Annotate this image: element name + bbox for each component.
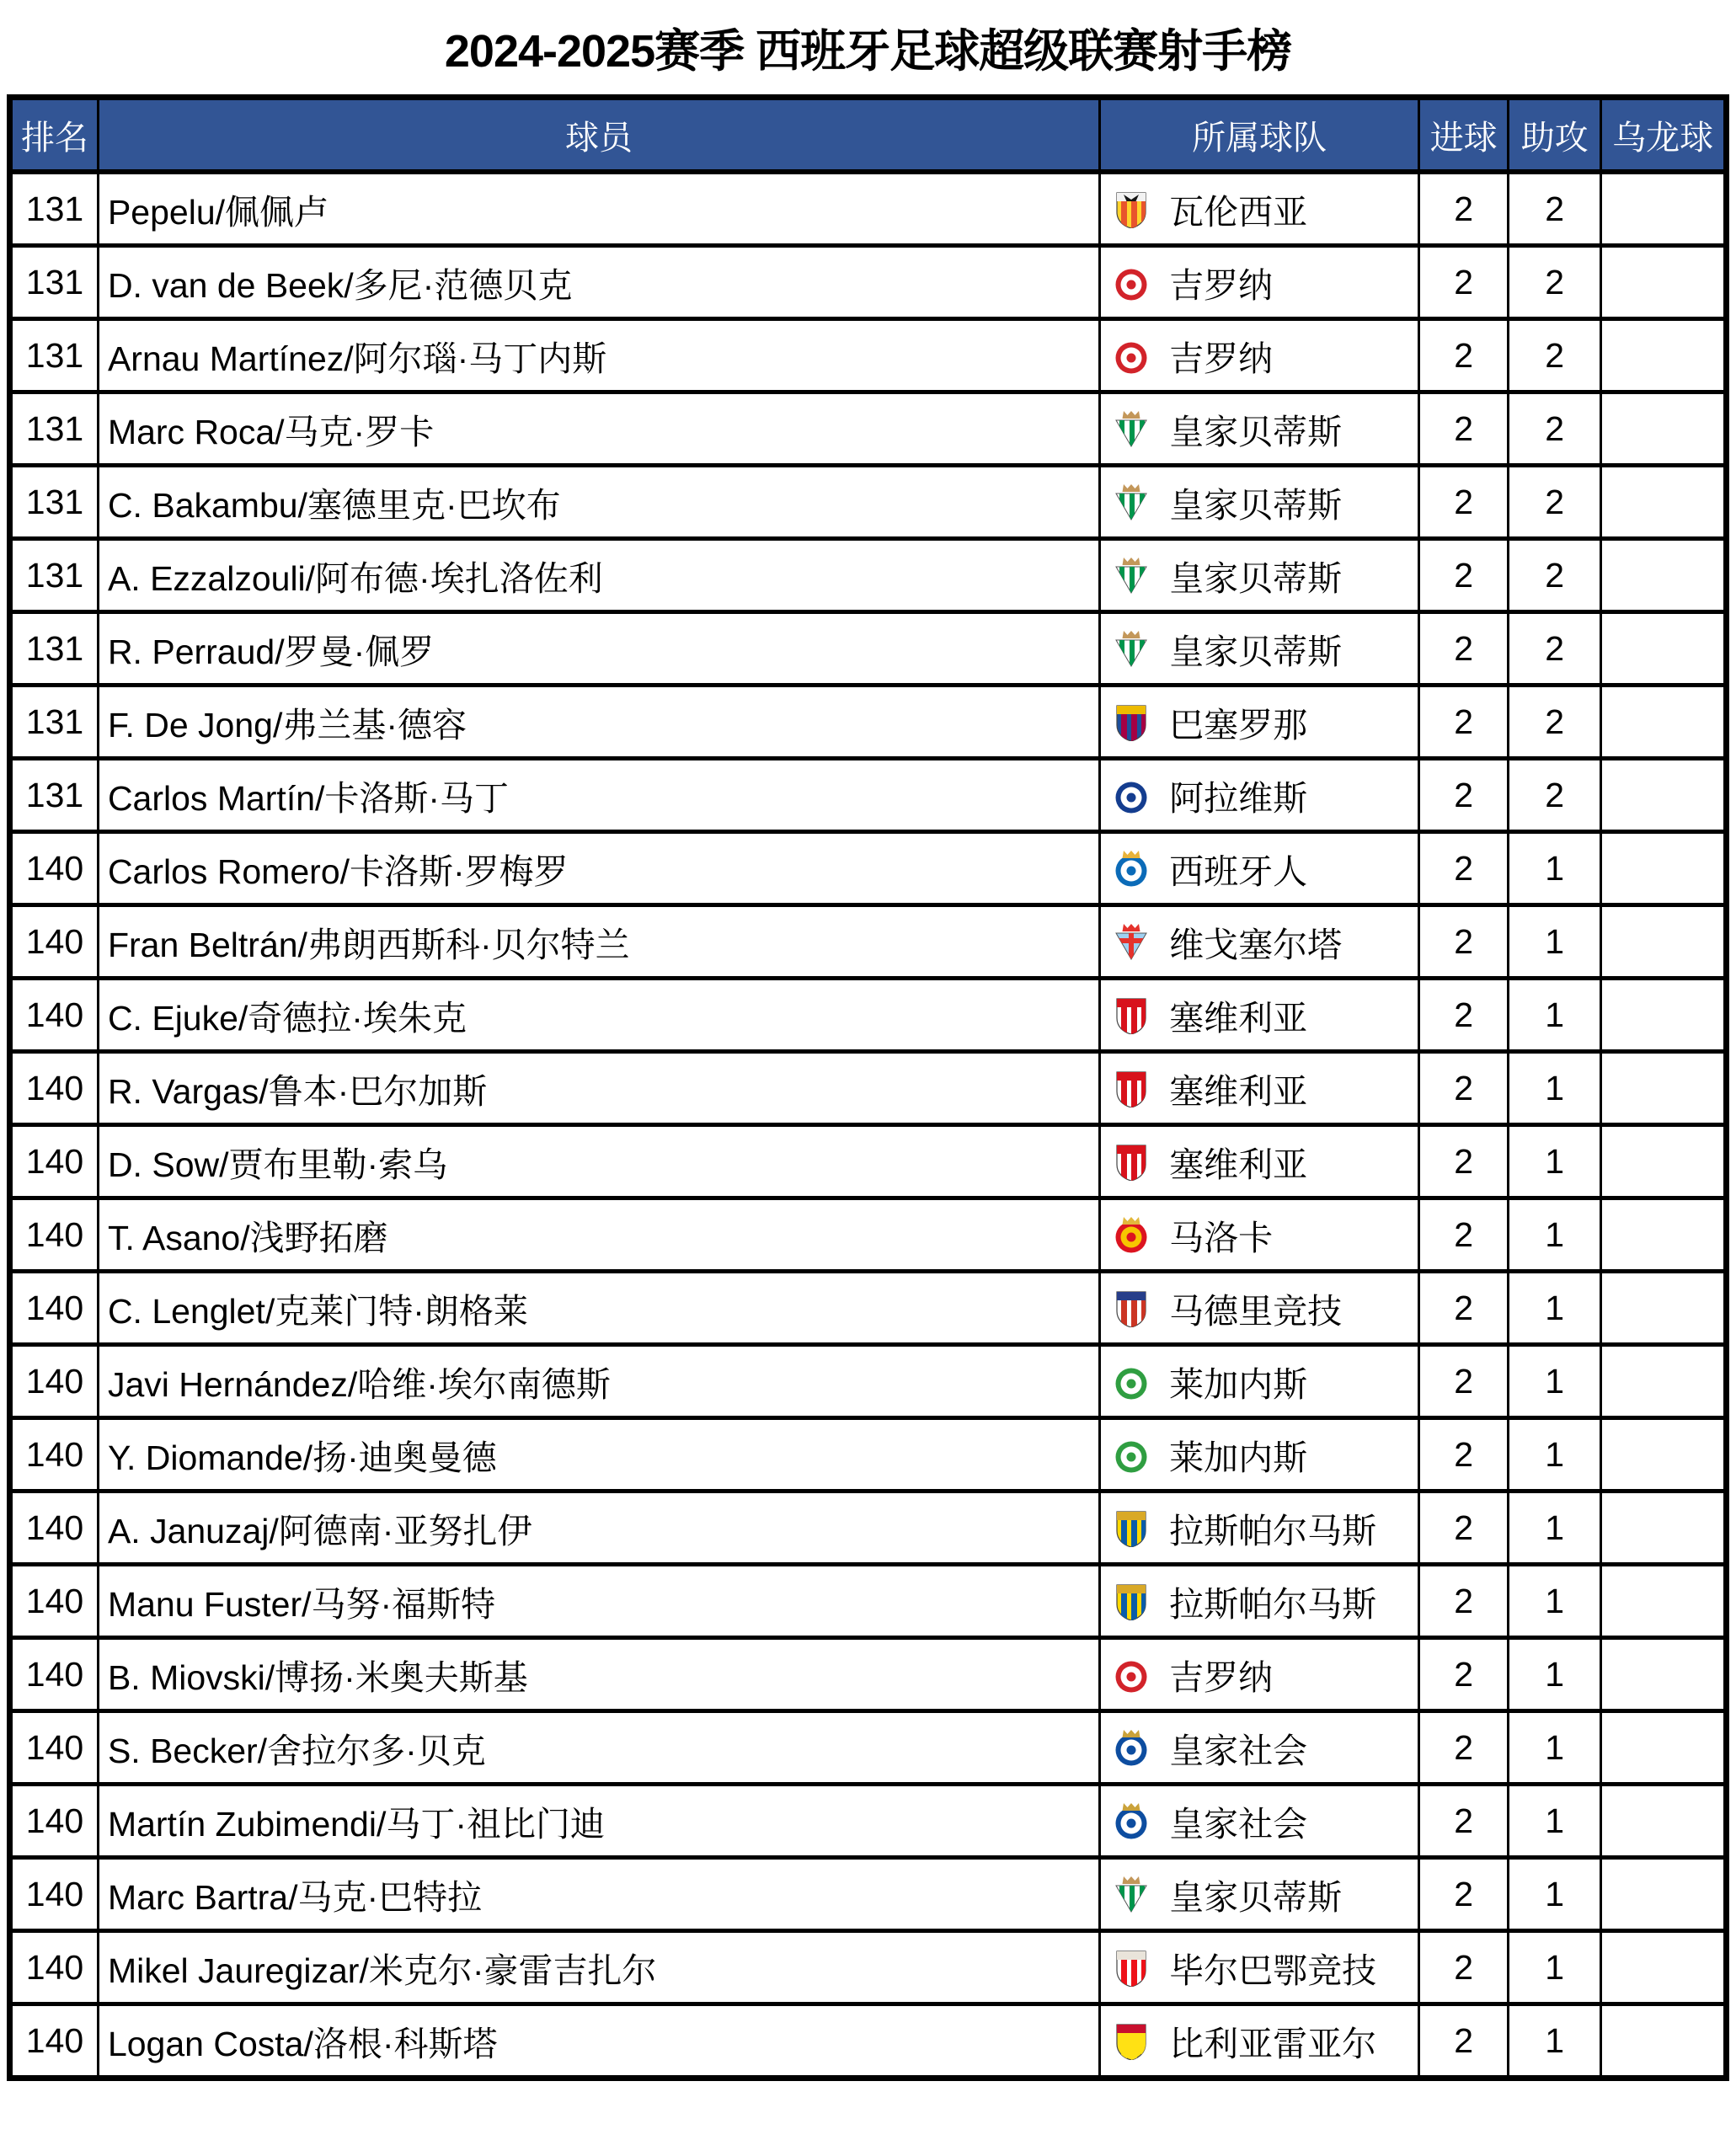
rank-cell: 131 (10, 392, 99, 466)
laspalmas-crest-icon (1112, 1582, 1151, 1620)
header-row (10, 98, 1727, 173)
team-cell (1100, 1711, 1419, 1785)
own-goals-cell (1601, 905, 1727, 979)
assists-cell: 1 (1509, 1198, 1601, 1272)
team-cell (1100, 1492, 1419, 1565)
goals-cell: 2 (1419, 246, 1509, 319)
rank-cell: 131 (10, 612, 99, 686)
team-name: 莱加内斯 (1169, 1364, 1308, 1404)
goals-cell: 2 (1419, 172, 1509, 246)
scorers-table (7, 94, 1729, 2081)
table-row (10, 1785, 1727, 1858)
goals-cell: 2 (1419, 612, 1509, 686)
assists-cell: 2 (1509, 612, 1601, 686)
assists-cell: 1 (1509, 1711, 1601, 1785)
player-cell: F. De Jong/弗兰基·德容 (98, 686, 1099, 759)
goals-cell: 2 (1419, 1565, 1509, 1638)
team-cell (1100, 832, 1419, 905)
table-row (10, 246, 1727, 319)
table-row (10, 1638, 1727, 1711)
player-cell: D. van de Beek/多尼·范德贝克 (98, 246, 1099, 319)
team-name: 马德里竞技 (1169, 1291, 1343, 1331)
table-row (10, 1272, 1727, 1345)
team (1102, 624, 1417, 674)
alaves-crest-icon (1112, 776, 1151, 814)
rank-cell: 140 (10, 1858, 99, 1931)
table-row (10, 979, 1727, 1052)
sevilla-crest-icon (1112, 995, 1151, 1034)
team (1102, 1137, 1417, 1187)
rank-cell: 131 (10, 759, 99, 832)
barcelona-crest-icon (1112, 702, 1151, 741)
leganes-crest-icon (1112, 1362, 1151, 1401)
team-cell (1100, 1931, 1419, 2004)
team-name: 吉罗纳 (1169, 339, 1274, 378)
player-cell: Marc Roca/马克·罗卡 (98, 392, 1099, 466)
team (1102, 771, 1417, 820)
sevilla-crest-icon (1112, 1069, 1151, 1107)
rank-cell: 131 (10, 539, 99, 612)
team (1102, 1650, 1417, 1700)
goals-cell: 2 (1419, 979, 1509, 1052)
team-cell (1100, 612, 1419, 686)
team-cell (1100, 686, 1419, 759)
goals-cell: 2 (1419, 1858, 1509, 1931)
team-name: 阿拉维斯 (1169, 778, 1308, 818)
team-name: 瓦伦西亚 (1169, 192, 1308, 232)
rank-cell: 140 (10, 1345, 99, 1418)
rank-cell: 131 (10, 466, 99, 539)
team-name: 皇家贝蒂斯 (1169, 485, 1343, 525)
goals-cell: 2 (1419, 1638, 1509, 1711)
team (1102, 1357, 1417, 1406)
sevilla-crest-icon (1112, 1142, 1151, 1181)
table-row (10, 1711, 1727, 1785)
player-cell: R. Vargas/鲁本·巴尔加斯 (98, 1052, 1099, 1125)
assists-cell: 2 (1509, 392, 1601, 466)
rank-cell: 140 (10, 1785, 99, 1858)
goals-cell: 2 (1419, 1418, 1509, 1492)
assists-cell: 1 (1509, 2004, 1601, 2079)
betis-crest-icon (1112, 629, 1151, 668)
team-name: 皇家社会 (1169, 1731, 1308, 1770)
player-cell: B. Miovski/博扬·米奥夫斯基 (98, 1638, 1099, 1711)
team (1102, 990, 1417, 1040)
team-cell (1100, 2004, 1419, 2079)
own-goals-cell (1601, 1858, 1727, 1931)
table-row (10, 686, 1727, 759)
celta-crest-icon (1112, 922, 1151, 961)
rank-cell: 140 (10, 1125, 99, 1198)
team-cell (1100, 392, 1419, 466)
rank-cell: 140 (10, 1418, 99, 1492)
goals-cell: 2 (1419, 319, 1509, 392)
team-cell (1100, 1785, 1419, 1858)
team-cell (1100, 905, 1419, 979)
player-cell: Carlos Martín/卡洛斯·马丁 (98, 759, 1099, 832)
goals-cell: 2 (1419, 392, 1509, 466)
goals-cell: 2 (1419, 905, 1509, 979)
rank-cell: 140 (10, 1931, 99, 2004)
col-header-own_goals: 乌龙球 (1601, 98, 1727, 173)
team-cell (1100, 979, 1419, 1052)
team-name: 塞维利亚 (1169, 1071, 1308, 1111)
own-goals-cell (1601, 1272, 1727, 1345)
rank-cell: 131 (10, 686, 99, 759)
rank-cell: 140 (10, 979, 99, 1052)
assists-cell: 1 (1509, 1638, 1601, 1711)
goals-cell: 2 (1419, 1785, 1509, 1858)
team-cell (1100, 539, 1419, 612)
team-cell (1100, 1345, 1419, 1418)
own-goals-cell (1601, 686, 1727, 759)
team-name: 吉罗纳 (1169, 265, 1274, 305)
assists-cell: 1 (1509, 979, 1601, 1052)
own-goals-cell (1601, 466, 1727, 539)
team-cell (1100, 1858, 1419, 1931)
goals-cell: 2 (1419, 759, 1509, 832)
col-header-assists: 助攻 (1509, 98, 1601, 173)
player-cell: R. Perraud/罗曼·佩罗 (98, 612, 1099, 686)
goals-cell: 2 (1419, 686, 1509, 759)
rank-cell: 140 (10, 1272, 99, 1345)
player-cell: Logan Costa/洛根·科斯塔 (98, 2004, 1099, 2079)
goals-cell: 2 (1419, 1492, 1509, 1565)
player-cell: Martín Zubimendi/马丁·祖比门迪 (98, 1785, 1099, 1858)
assists-cell: 1 (1509, 832, 1601, 905)
leganes-crest-icon (1112, 1435, 1151, 1474)
rank-cell: 140 (10, 1638, 99, 1711)
rank-cell: 140 (10, 1492, 99, 1565)
betis-crest-icon (1112, 556, 1151, 595)
goals-cell: 2 (1419, 466, 1509, 539)
own-goals-cell (1601, 1125, 1727, 1198)
table-row (10, 1418, 1727, 1492)
team-cell (1100, 319, 1419, 392)
espanyol-crest-icon (1112, 849, 1151, 888)
team-name: 拉斯帕尔马斯 (1169, 1511, 1377, 1550)
own-goals-cell (1601, 2004, 1727, 2079)
team (1102, 917, 1417, 967)
assists-cell: 1 (1509, 1345, 1601, 1418)
own-goals-cell (1601, 392, 1727, 466)
table-header (10, 98, 1727, 173)
team-name: 吉罗纳 (1169, 1657, 1274, 1697)
col-header-player: 球员 (98, 98, 1099, 173)
table-row (10, 759, 1727, 832)
team (1102, 1430, 1417, 1480)
betis-crest-icon (1112, 409, 1151, 448)
rank-cell: 131 (10, 319, 99, 392)
team-name: 皇家贝蒂斯 (1169, 632, 1343, 671)
team (1102, 258, 1417, 307)
table-row (10, 539, 1727, 612)
team-cell (1100, 1052, 1419, 1125)
team (1102, 1943, 1417, 1993)
rank-cell: 140 (10, 832, 99, 905)
rank-cell: 140 (10, 1052, 99, 1125)
goals-cell: 2 (1419, 1345, 1509, 1418)
goals-cell: 2 (1419, 1198, 1509, 1272)
table-row (10, 905, 1727, 979)
table-row (10, 1125, 1727, 1198)
team-name: 巴塞罗那 (1169, 705, 1308, 744)
team-cell (1100, 466, 1419, 539)
assists-cell: 1 (1509, 1492, 1601, 1565)
mallorca-crest-icon (1112, 1215, 1151, 1254)
table-row (10, 1198, 1727, 1272)
player-cell: T. Asano/浅野拓磨 (98, 1198, 1099, 1272)
team (1102, 844, 1417, 894)
team-cell (1100, 1198, 1419, 1272)
player-cell: D. Sow/贾布里勒·索乌 (98, 1125, 1099, 1198)
goals-cell: 2 (1419, 2004, 1509, 2079)
team-name: 皇家贝蒂斯 (1169, 558, 1343, 598)
team-cell (1100, 759, 1419, 832)
assists-cell: 1 (1509, 1931, 1601, 2004)
villarreal-crest-icon (1112, 2021, 1151, 2060)
sociedad-crest-icon (1112, 1728, 1151, 1767)
goals-cell: 2 (1419, 832, 1509, 905)
own-goals-cell (1601, 1638, 1727, 1711)
goals-cell: 2 (1419, 1125, 1509, 1198)
laspalmas-crest-icon (1112, 1508, 1151, 1547)
rank-cell: 140 (10, 1565, 99, 1638)
assists-cell: 1 (1509, 1418, 1601, 1492)
team-name: 莱加内斯 (1169, 1438, 1308, 1477)
assists-cell: 2 (1509, 539, 1601, 612)
valencia-crest-icon (1112, 189, 1151, 228)
goals-cell: 2 (1419, 1931, 1509, 2004)
player-cell: Arnau Martínez/阿尔瑙·马丁内斯 (98, 319, 1099, 392)
col-header-team: 所属球队 (1100, 98, 1419, 173)
own-goals-cell (1601, 759, 1727, 832)
player-cell: Pepelu/佩佩卢 (98, 172, 1099, 246)
assists-cell: 1 (1509, 1052, 1601, 1125)
player-cell: Javi Hernández/哈维·埃尔南德斯 (98, 1345, 1099, 1418)
team-name: 维戈塞尔塔 (1169, 925, 1343, 964)
goals-cell: 2 (1419, 1052, 1509, 1125)
player-cell: A. Januzaj/阿德南·亚努扎伊 (98, 1492, 1099, 1565)
table-row (10, 1492, 1727, 1565)
col-header-rank: 排名 (10, 98, 99, 173)
rank-cell: 140 (10, 905, 99, 979)
goals-cell: 2 (1419, 539, 1509, 612)
team (1102, 404, 1417, 454)
team (1102, 1723, 1417, 1773)
assists-cell: 2 (1509, 172, 1601, 246)
table-row (10, 2004, 1727, 2079)
player-cell: Manu Fuster/马努·福斯特 (98, 1565, 1099, 1638)
table-row (10, 319, 1727, 392)
table-row (10, 832, 1727, 905)
player-cell: Carlos Romero/卡洛斯·罗梅罗 (98, 832, 1099, 905)
player-cell: A. Ezzalzouli/阿布德·埃扎洛佐利 (98, 539, 1099, 612)
betis-crest-icon (1112, 483, 1151, 521)
own-goals-cell (1601, 1785, 1727, 1858)
own-goals-cell (1601, 832, 1727, 905)
player-cell: Y. Diomande/扬·迪奥曼德 (98, 1418, 1099, 1492)
own-goals-cell (1601, 1931, 1727, 2004)
rank-cell: 140 (10, 1198, 99, 1272)
table-row (10, 1565, 1727, 1638)
own-goals-cell (1601, 1345, 1727, 1418)
athletic-crest-icon (1112, 1948, 1151, 1987)
table-row (10, 172, 1727, 246)
team (1102, 1796, 1417, 1846)
team (1102, 1577, 1417, 1626)
own-goals-cell (1601, 1565, 1727, 1638)
rank-cell: 131 (10, 246, 99, 319)
team-name: 毕尔巴鄂竞技 (1169, 1951, 1377, 1990)
own-goals-cell (1601, 1198, 1727, 1272)
sociedad-crest-icon (1112, 1801, 1151, 1840)
assists-cell: 1 (1509, 905, 1601, 979)
assists-cell: 1 (1509, 1125, 1601, 1198)
assists-cell: 2 (1509, 246, 1601, 319)
table-row (10, 1345, 1727, 1418)
player-cell: Fran Beltrán/弗朗西斯科·贝尔特兰 (98, 905, 1099, 979)
page-title: 2024-2025赛季 西班牙足球超级联赛射手榜 (444, 25, 1292, 77)
player-cell: C. Bakambu/塞德里克·巴坎布 (98, 466, 1099, 539)
girona-crest-icon (1112, 263, 1151, 302)
own-goals-cell (1601, 246, 1727, 319)
table-row (10, 612, 1727, 686)
team (1102, 331, 1417, 381)
team (1102, 1503, 1417, 1553)
team-name: 皇家社会 (1169, 1804, 1308, 1844)
assists-cell: 2 (1509, 759, 1601, 832)
team (1102, 1870, 1417, 1919)
own-goals-cell (1601, 539, 1727, 612)
team-name: 皇家贝蒂斯 (1169, 1877, 1343, 1917)
assists-cell: 1 (1509, 1272, 1601, 1345)
team-cell (1100, 1565, 1419, 1638)
own-goals-cell (1601, 319, 1727, 392)
table-row (10, 466, 1727, 539)
player-cell: C. Ejuke/奇德拉·埃朱克 (98, 979, 1099, 1052)
own-goals-cell (1601, 1492, 1727, 1565)
betis-crest-icon (1112, 1875, 1151, 1913)
team-name: 西班牙人 (1169, 851, 1308, 891)
team (1102, 2016, 1417, 2066)
rank-cell: 131 (10, 172, 99, 246)
team-name: 塞维利亚 (1169, 1145, 1308, 1184)
own-goals-cell (1601, 172, 1727, 246)
rank-cell: 140 (10, 1711, 99, 1785)
table-row (10, 1052, 1727, 1125)
team-cell (1100, 172, 1419, 246)
player-cell: Marc Bartra/马克·巴特拉 (98, 1858, 1099, 1931)
team (1102, 1283, 1417, 1333)
team-cell (1100, 1272, 1419, 1345)
team (1102, 1210, 1417, 1260)
assists-cell: 1 (1509, 1858, 1601, 1931)
team-name: 拉斯帕尔马斯 (1169, 1584, 1377, 1624)
team-cell (1100, 1418, 1419, 1492)
team-cell (1100, 1638, 1419, 1711)
own-goals-cell (1601, 1711, 1727, 1785)
team (1102, 478, 1417, 527)
team (1102, 551, 1417, 600)
player-cell: C. Lenglet/克莱门特·朗格莱 (98, 1272, 1099, 1345)
team (1102, 697, 1417, 747)
atletico-crest-icon (1112, 1289, 1151, 1327)
assists-cell: 1 (1509, 1565, 1601, 1638)
girona-crest-icon (1112, 336, 1151, 375)
assists-cell: 2 (1509, 319, 1601, 392)
own-goals-cell (1601, 612, 1727, 686)
team-name: 皇家贝蒂斯 (1169, 412, 1343, 451)
team (1102, 184, 1417, 234)
assists-cell: 1 (1509, 1785, 1601, 1858)
assists-cell: 2 (1509, 686, 1601, 759)
own-goals-cell (1601, 979, 1727, 1052)
girona-crest-icon (1112, 1655, 1151, 1694)
team-name: 马洛卡 (1169, 1218, 1274, 1257)
team-name: 比利亚雷亚尔 (1169, 2024, 1377, 2063)
player-cell: S. Becker/舍拉尔多·贝克 (98, 1711, 1099, 1785)
own-goals-cell (1601, 1418, 1727, 1492)
team-name: 塞维利亚 (1169, 998, 1308, 1038)
player-cell: Mikel Jauregizar/米克尔·豪雷吉扎尔 (98, 1931, 1099, 2004)
goals-cell: 2 (1419, 1272, 1509, 1345)
own-goals-cell (1601, 1052, 1727, 1125)
assists-cell: 2 (1509, 466, 1601, 539)
table-row (10, 1931, 1727, 2004)
table-row (10, 1858, 1727, 1931)
team (1102, 1064, 1417, 1113)
team-cell (1100, 246, 1419, 319)
team-cell (1100, 1125, 1419, 1198)
table-row (10, 392, 1727, 466)
rank-cell: 140 (10, 2004, 99, 2079)
col-header-goals: 进球 (1419, 98, 1509, 173)
goals-cell: 2 (1419, 1711, 1509, 1785)
